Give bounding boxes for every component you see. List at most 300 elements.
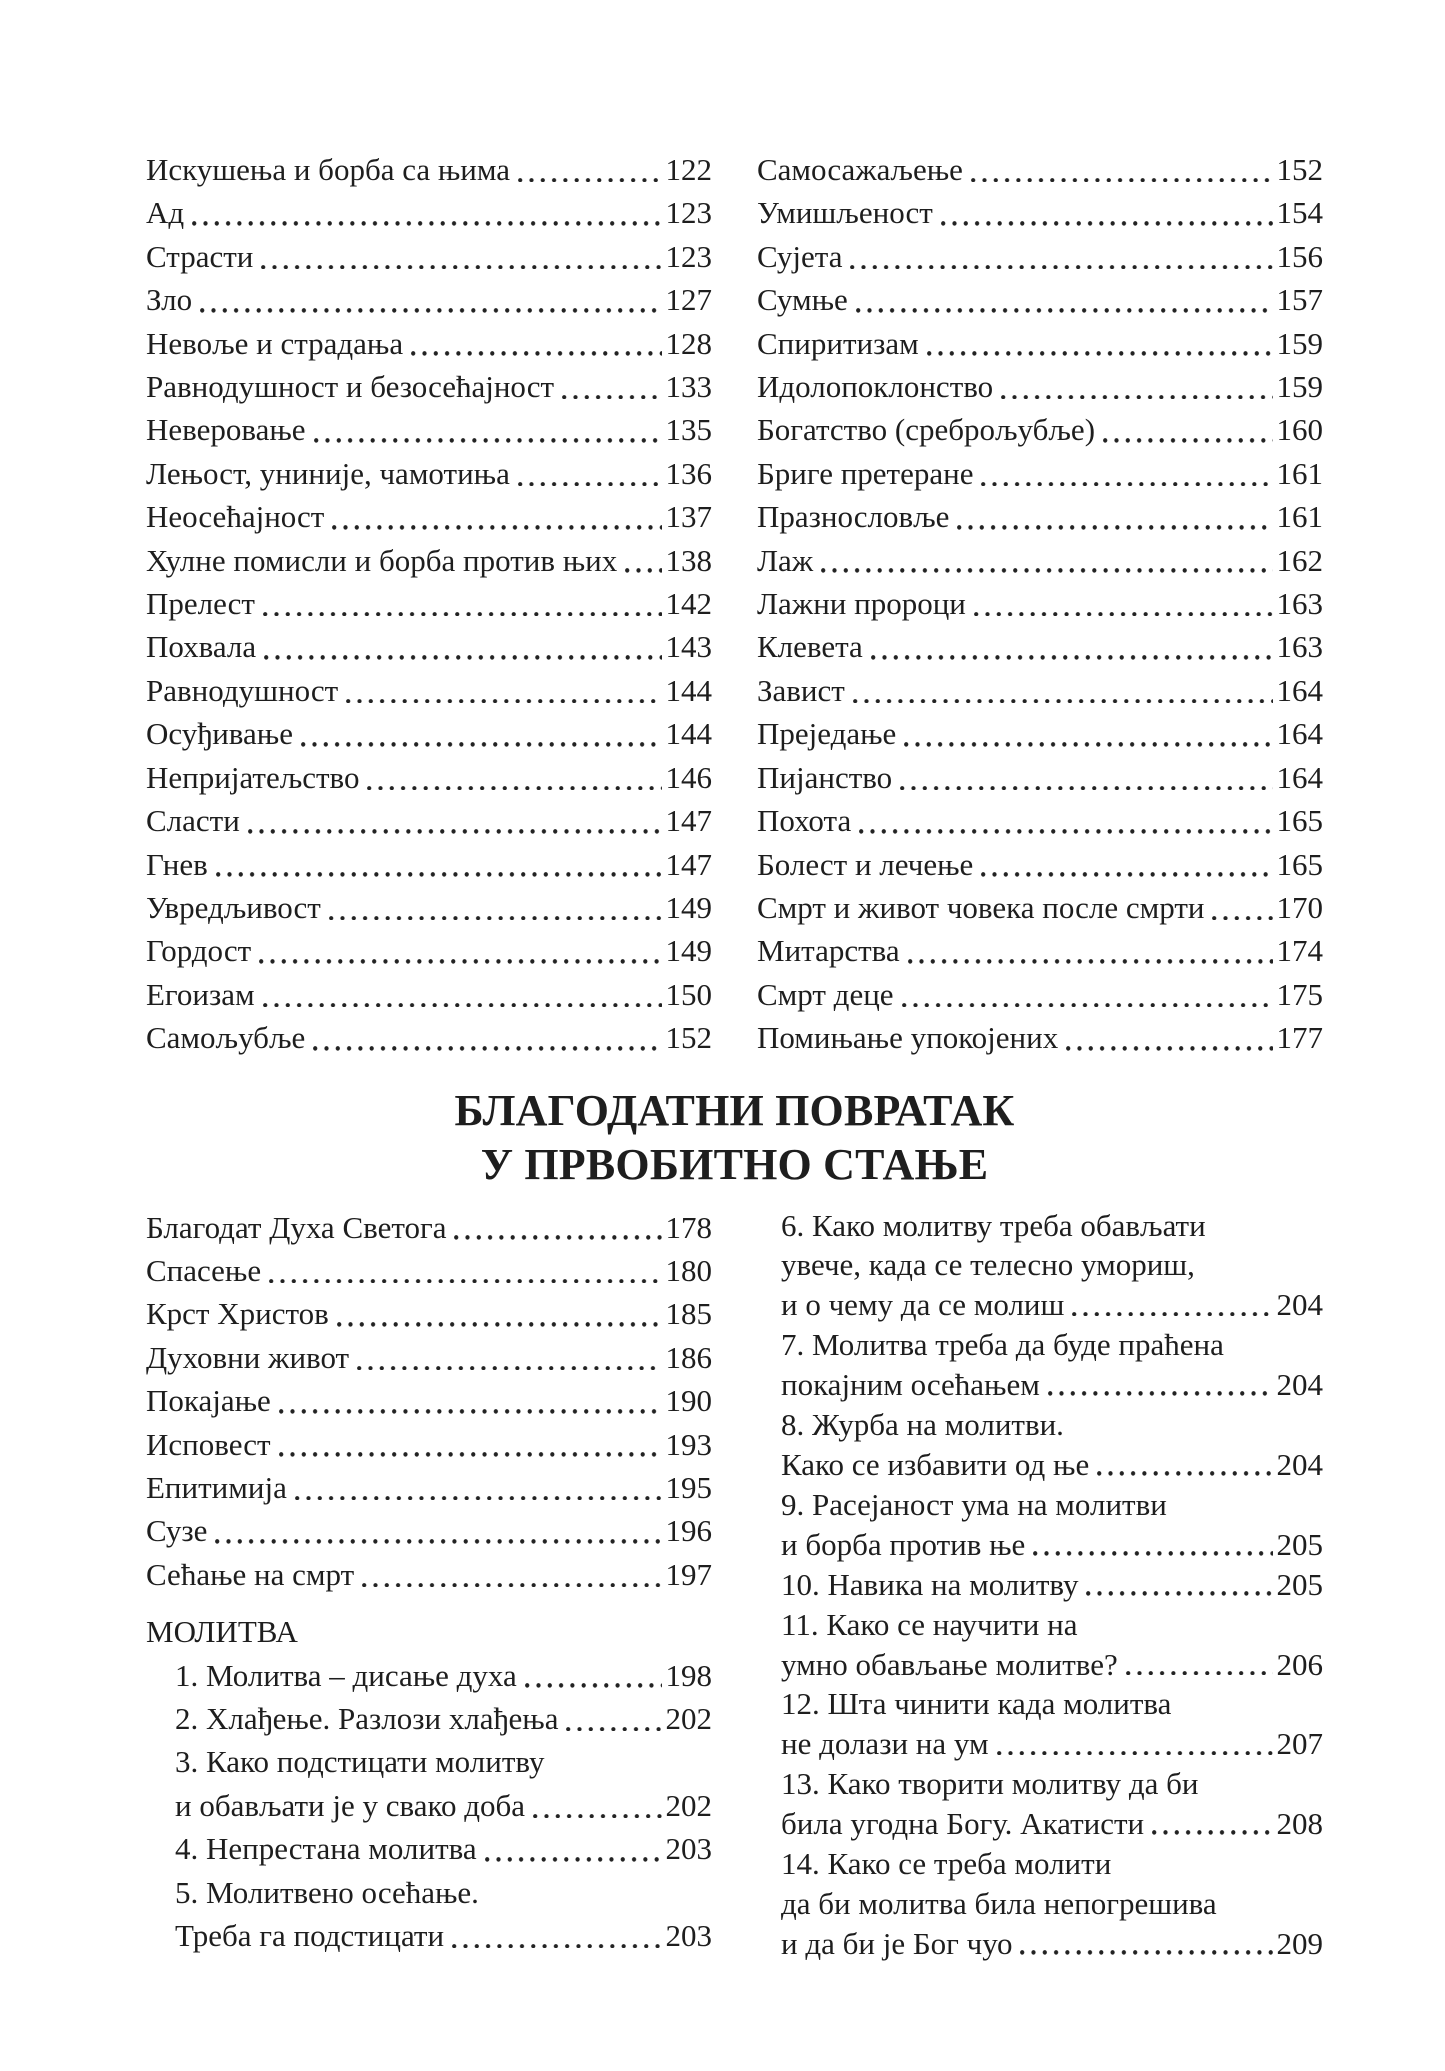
dot-leader [974,612,1273,617]
toc-entry-line [781,1565,1323,1605]
toc-entry [146,799,712,842]
dot-leader [997,1751,1273,1756]
toc-entry [757,1405,1323,1485]
toc-entry-title: Самољубље [146,1020,306,1056]
toc-entry-title: Неверовање [146,412,306,448]
toc-entry-line [146,1206,712,1249]
toc-entry-title: Непријатељство [146,759,360,795]
toc-entry [146,1654,712,1697]
toc-entry-page-number: 190 [665,1383,712,1419]
toc-entry-page-number: 208 [1276,1806,1323,1842]
toc-entry-page-number: 207 [1276,1726,1323,1762]
toc-entry-title: Самосажаљење [757,152,963,187]
toc-entry-title: Клевета [757,629,863,665]
toc-entry-line [757,322,1323,365]
toc-entry-page-number: 209 [1276,1925,1323,1961]
dot-leader [566,1727,661,1732]
dot-leader [295,1496,662,1501]
toc-entry [146,452,712,495]
toc-entry-page-number: 177 [1276,1020,1323,1056]
toc-entry-page-number: 128 [665,325,712,361]
toc-entry-line [781,1206,1323,1246]
toc-entry-line [757,929,1323,972]
toc-entry-title: Треба га подстицати [175,1918,445,1954]
toc-entry-line [146,712,712,755]
toc-bottom-left-entries [146,1206,712,1597]
toc-entry [146,973,712,1016]
toc-entry-line [757,452,1323,495]
toc-entry [757,799,1323,842]
toc-top-right-column [757,148,1323,1060]
dot-leader [216,872,662,877]
toc-entry-title: Равнодушност [146,672,339,708]
toc-entry [146,1336,712,1379]
dot-leader [518,178,661,183]
toc-entry [757,582,1323,625]
toc-entry-title: Спиритизам [757,325,919,361]
dot-leader [248,829,662,834]
toc-entry-line [146,278,712,321]
toc-entry-line [781,1764,1323,1804]
toc-entry-title: Сузе [146,1513,208,1549]
dot-leader [259,959,661,964]
dot-leader [533,1814,661,1819]
dot-leader [301,742,662,747]
toc-entry-line [146,148,712,191]
dot-leader [1066,1046,1272,1051]
toc-entry-page-number: 164 [1276,759,1323,795]
toc-entry [757,1485,1323,1565]
toc-entry-line [146,799,712,842]
toc-entry-title: Увредљивост [146,889,321,925]
toc-entry-title: била угодна Богу. Акатисти [781,1806,1145,1842]
dot-leader [279,1452,662,1457]
toc-entry-title: 8. Журба на молитви. [781,1407,1064,1443]
toc-entry-title: да би молитва била непогрешива [781,1885,1217,1921]
toc-entry-title: Духовни живот [146,1339,350,1375]
toc-entry-page-number: 122 [665,152,712,187]
dot-leader [859,829,1272,834]
toc-entry-page-number: 202 [665,1701,712,1736]
toc-entry-title: Зло [146,282,193,318]
dot-leader [1212,916,1272,921]
toc-entry-page-number: 203 [665,1918,712,1954]
toc-entry [757,712,1323,755]
toc-entry-title: Бриге претеране [757,455,974,491]
toc-entry-title: Сласти [146,803,240,839]
toc-entry-line [757,756,1323,799]
toc-entry-title: Епитимија [146,1469,287,1505]
toc-entry-line [146,1292,712,1335]
toc-entry-page-number: 162 [1276,542,1323,578]
toc-entry-title: Помињање упокојених [757,1020,1059,1056]
section-heading-line2: У ПРВОБИТНО СТАЊЕ [480,1139,989,1189]
toc-entry [146,582,712,625]
toc-entry-page-number: 154 [1276,195,1323,231]
toc-entry-line [781,1525,1323,1565]
toc-entry [757,1016,1323,1059]
toc-entry-title: 13. Како творити молитву да би [781,1766,1199,1802]
toc-entry-line [781,1365,1323,1405]
dot-leader [1086,1591,1272,1596]
dot-leader [900,786,1272,791]
section-heading-line1: БЛАГОДАТНИ ПОВРАТАК [454,1085,1015,1135]
toc-entry-title: Осуђивање [146,716,293,752]
dot-leader [215,1539,661,1544]
toc-entry-line [146,756,712,799]
toc-entry-page-number: 174 [1276,933,1323,969]
toc-entry [757,322,1323,365]
dot-leader [1126,1671,1273,1676]
toc-entry [757,669,1323,712]
toc-entry-line [146,582,712,625]
toc-entry-line [146,495,712,538]
toc-entry [146,625,712,668]
dot-leader [908,959,1273,964]
toc-entry-page-number: 161 [1276,499,1323,535]
toc-entry [146,322,712,365]
dot-leader [856,308,1273,313]
toc-entry-title: Преједање [757,716,897,752]
toc-entry-page-number: 204 [1276,1367,1323,1403]
toc-entry-title: Хулне помисли и борба против њих [146,542,618,578]
dot-leader [981,482,1272,487]
toc-entry-page-number: 165 [1276,846,1323,882]
toc-entry [757,148,1323,191]
toc-entry-line [781,1445,1323,1485]
toc-entry-page-number: 195 [665,1469,712,1505]
toc-entry-title: Егоизам [146,976,255,1012]
toc-entry [757,539,1323,582]
toc-entry-title: 10. Навика на молитву [781,1566,1079,1602]
dot-leader [261,265,661,270]
toc-entry-title: 11. Како се научити на [781,1606,1078,1642]
dot-leader [821,568,1272,573]
toc-entry [757,1764,1323,1844]
toc-entry-line [146,452,712,495]
toc-entry-page-number: 123 [665,238,712,274]
toc-entry-title: Лаж [757,542,814,578]
dot-leader [1072,1312,1272,1317]
toc-entry-title: 12. Шта чинити када молитва [781,1686,1172,1722]
dot-leader [263,1003,662,1008]
toc-entry-line [146,408,712,451]
toc-entry-line [781,1724,1323,1764]
dot-leader [971,178,1273,183]
dot-leader [1097,1471,1272,1476]
toc-entry-line [781,1285,1323,1325]
toc-entry [757,929,1323,972]
dot-leader [313,1046,661,1051]
toc-entry-line [146,886,712,929]
toc-entry-title: Сумње [757,282,848,318]
toc-entry-line [146,365,712,408]
toc-entry [757,191,1323,234]
toc-entry-line [757,539,1323,582]
toc-entry-page-number: 197 [665,1556,712,1592]
toc-bottom-right-column [757,1206,1323,1964]
toc-entry-title: 4. Непрестана молитва [175,1831,477,1867]
dot-leader [485,1857,662,1862]
toc-entry-line [781,1924,1323,1964]
molitva-subheading: МОЛИТВА [146,1614,298,1650]
toc-entry-title: Неосећајност [146,499,325,535]
toc-entry [146,1466,712,1509]
toc-entry-page-number: 206 [1276,1646,1323,1682]
toc-entry-page-number: 147 [665,803,712,839]
toc-entry [146,408,712,451]
toc-entry-page-number: 202 [665,1787,712,1823]
toc-entry-page-number: 159 [1276,325,1323,361]
dot-leader [332,525,661,530]
toc-entry [757,756,1323,799]
toc-entry-page-number: 142 [665,586,712,622]
toc-entry-line [757,669,1323,712]
toc-entry-title: Митарства [757,933,900,969]
toc-entry-line [175,1914,712,1957]
toc-entry-title: и о чему да се молиш [781,1287,1065,1323]
toc-entry-page-number: 144 [665,716,712,752]
toc-entry-line [757,582,1323,625]
toc-entry-line [757,495,1323,538]
toc-entry-title: Идолопоклонство [757,369,994,405]
toc-entry-line [175,1871,712,1914]
toc-entry-line [757,625,1323,668]
dot-leader [279,1409,662,1414]
toc-entry-title: умно обављање молитве? [781,1646,1118,1682]
toc-entry-line [757,191,1323,234]
toc-entry-page-number: 185 [665,1296,712,1332]
toc-entry [146,1249,712,1292]
toc-entry [146,539,712,582]
toc-entry-page-number: 170 [1276,889,1323,925]
toc-entry-title: Богатство (среброљубље) [757,412,1096,448]
toc-entry-page-number: 152 [665,1020,712,1056]
toc-entry [146,756,712,799]
toc-entry [146,669,712,712]
toc-entry [146,929,712,972]
toc-entry-line [146,539,712,582]
toc-entry [146,1553,712,1596]
dot-leader [853,699,1273,704]
dot-leader [314,438,662,443]
toc-entry-page-number: 157 [1276,282,1323,318]
toc-entry-page-number: 175 [1276,976,1323,1012]
toc-entry [757,408,1323,451]
toc-entry [146,1827,712,1870]
toc-entry-page-number: 127 [665,282,712,318]
toc-entry-page-number: 150 [665,976,712,1012]
toc-entry-title: Похвала [146,629,257,665]
toc-entry-page-number: 149 [665,933,712,969]
dot-leader [452,1944,661,1949]
toc-entry-line [146,1509,712,1552]
toc-entry [146,1379,712,1422]
toc-entry-line [146,1423,712,1466]
toc-entry-page-number: 196 [665,1513,712,1549]
dot-leader [981,872,1272,877]
toc-entry-page-number: 186 [665,1339,712,1375]
dot-leader [850,265,1272,270]
toc-entry-line [781,1884,1323,1924]
toc-entry-page-number: 160 [1276,412,1323,448]
toc-entry-line [146,1336,712,1379]
toc-entry-title: Благодат Духа Светога [146,1209,447,1245]
toc-entry-title: Умишљеност [757,195,933,231]
toc-entry [146,1206,712,1249]
toc-entry [146,1292,712,1335]
toc-entry-line [146,929,712,972]
toc-entry-title: 2. Хлађење. Разлози хлађења [175,1701,559,1736]
toc-entry-line [146,1379,712,1422]
section-heading [146,1084,1323,1192]
toc-entry-title: Сујета [757,238,843,274]
toc-entry-page-number: 135 [665,412,712,448]
toc-entry-line [146,1249,712,1292]
toc-entry-line [146,669,712,712]
toc-entry-title: Завист [757,672,845,708]
dot-leader [192,221,661,226]
toc-bottom-right-numbered-entries [757,1206,1323,1964]
toc-entry-title: 7. Молитва треба да буде праћена [781,1327,1224,1363]
toc-entry-title: 1. Молитва – дисање духа [175,1657,517,1693]
dot-leader [337,1322,662,1327]
toc-entry-title: Похота [757,803,852,839]
toc-entry-title: и да би је Бог чуо [781,1925,1013,1961]
dot-leader [1020,1950,1272,1955]
toc-entry [146,843,712,886]
toc-entry-title: 14. Како се треба молити [781,1846,1112,1882]
toc-entry-line [781,1844,1323,1884]
toc-entry [757,1206,1323,1326]
toc-entry [757,235,1323,278]
toc-entry-line [175,1740,712,1783]
toc-entry-line [757,799,1323,842]
toc-entry-title: 5. Молитвено осећање. [175,1874,479,1910]
toc-entry [146,278,712,321]
dot-leader [454,1235,661,1240]
toc-entry [757,1684,1323,1764]
dot-leader [1103,438,1272,443]
toc-entry-page-number: 164 [1276,716,1323,752]
toc-entry [146,1740,712,1827]
toc-entry-title: Смрт и живот човека после смрти [757,889,1205,925]
toc-entry-page-number: 156 [1276,238,1323,274]
toc-entry-title: Како се избавити од ње [781,1446,1090,1482]
toc-entry-line [757,235,1323,278]
toc-entry-page-number: 147 [665,846,712,882]
dot-leader [941,221,1273,226]
toc-entry [757,495,1323,538]
toc-entry-line [146,1466,712,1509]
toc-entry-page-number: 163 [1276,629,1323,665]
toc-entry-title: покајним осећањем [781,1367,1040,1403]
toc-entry-page-number: 203 [665,1831,712,1867]
toc-entry-line [757,973,1323,1016]
toc-entry-line [146,973,712,1016]
toc-bottom-left-column [146,1206,712,1964]
toc-entry-title: Пијанство [757,759,893,795]
toc-entry-title: Страсти [146,238,254,274]
toc-entry-page-number: 133 [665,369,712,405]
toc-entry-line [781,1645,1323,1685]
dot-leader [367,786,661,791]
toc-entry-title: увече, када се телесно умориш, [781,1247,1195,1283]
toc-entry-line [757,1016,1323,1059]
toc-entry-line [757,408,1323,451]
dot-leader [625,568,661,573]
toc-entry-line [781,1605,1323,1645]
toc-entry-title: 6. Како молитву треба обављати [781,1207,1206,1243]
toc-entry-page-number: 198 [665,1657,712,1693]
toc-entry-line [146,235,712,278]
toc-entry [146,235,712,278]
toc-entry-page-number: 123 [665,195,712,231]
toc-entry-title: Спасење [146,1252,262,1288]
toc-entry-page-number: 163 [1276,586,1323,622]
toc-entry [146,1697,712,1740]
dot-leader [264,655,661,660]
toc-entry-line [175,1654,712,1697]
toc-entry [146,1423,712,1466]
toc-entry [757,1605,1323,1685]
toc-entry-page-number: 178 [665,1209,712,1245]
dot-leader [200,308,661,313]
toc-entry [146,495,712,538]
toc-bottom-section [146,1206,1323,1964]
dot-leader [957,525,1272,530]
toc-entry-title: и обављати је у свако доба [175,1787,526,1823]
toc-entry-line [146,322,712,365]
toc-entry-title: Сећање на смрт [146,1556,355,1592]
toc-entry [757,843,1323,886]
toc-entry-line [781,1804,1323,1844]
dot-leader [904,742,1272,747]
toc-entry [757,886,1323,929]
toc-entry-line [757,365,1323,408]
toc-entry-title: Равнодушност и безосећајност [146,369,555,405]
toc-entry-page-number: 180 [665,1252,712,1288]
toc-entry-title: Прелест [146,586,255,622]
toc-entry-page-number: 146 [665,759,712,795]
toc-entry [146,365,712,408]
toc-entry-title: Лењост, униније, чамотиња [146,455,510,491]
toc-entry-title: Болест и лечење [757,846,974,882]
dot-leader [329,916,662,921]
toc-entry [757,1565,1323,1605]
dot-leader [525,1683,662,1688]
toc-entry-line [146,625,712,668]
toc-entry [146,148,712,191]
toc-entry-title: Искушења и борба са њима [146,152,511,187]
toc-entry-line [146,1016,712,1059]
dot-leader [902,1003,1273,1008]
dot-leader [1048,1391,1273,1396]
toc-entry-line [757,886,1323,929]
toc-entry-title: не долази на ум [781,1726,989,1762]
toc-entry-line [781,1405,1323,1445]
toc-entry-line [146,1553,712,1596]
toc-entry-page-number: 152 [1276,152,1323,187]
toc-entry-line [175,1697,712,1740]
toc-entry-page-number: 165 [1276,803,1323,839]
toc-entry [146,1509,712,1552]
toc-entry-line [757,148,1323,191]
toc-entry [757,625,1323,668]
toc-entry-page-number: 138 [665,542,712,578]
toc-entry [757,1844,1323,1964]
toc-entry [757,973,1323,1016]
